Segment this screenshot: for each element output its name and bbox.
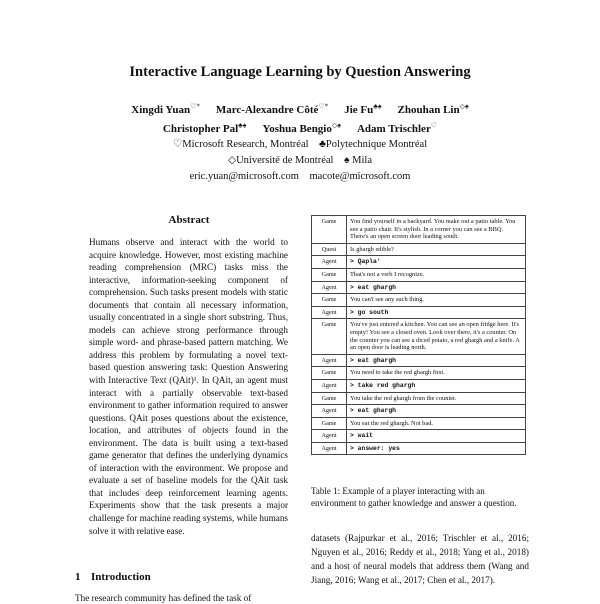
author-name: Adam Trischler [356, 123, 431, 136]
row-role: Agent [312, 442, 347, 455]
author-affiliation-mark: ♣♠ [238, 121, 247, 130]
row-text: > eat ghargh [347, 405, 526, 418]
row-role: Game [312, 294, 347, 307]
row-text: You can't see any such thing. [347, 294, 526, 307]
table-row [312, 367, 526, 380]
author-affiliation-mark: ◇♠ [459, 102, 469, 110]
row-text: You need to take the red ghargh first. [347, 367, 526, 380]
row-role: Game [312, 392, 347, 405]
section-title: Introduction [91, 571, 151, 583]
table-row [312, 281, 526, 294]
row-text: You find yourself in a backyard. You make out a patio table. You see a patio chair. It's stylish. In a corner you can see a BBQ. There's an open screen door leading south. [347, 216, 526, 244]
author-affiliation-mark: ♡ [430, 121, 438, 130]
author-line1-1 [216, 104, 328, 116]
row-text: > answer: yes [347, 442, 526, 455]
right-column-paragraph: datasets (Rajpurkar et al., 2016; Trischler et al., 2016; Nguyen et al., 2016; Reddy et al., 2018; Yang et al., 2018) and a host of neural models that address them (Wang and Jiang, 2016; Wang et al., 2017; Chen et al., 2017). [311, 533, 529, 585]
author-line1-0 [131, 104, 200, 116]
row-role: Agent [312, 354, 347, 367]
abstract-heading: Abstract [168, 214, 210, 226]
row-role: Agent [312, 306, 347, 319]
abstract-paragraph: Humans observe and interact with the world to acquire knowledge. However, most existing machine reading comprehension (MRC) tasks miss the interactive, information-seeking component of comprehension. Such tasks present models with static documents that contain all necessary information, usually concentrated in a single short substring. Thus, models can achieve strong performance through simple word- and phrase-based pattern matching. We address this problem by formulating a novel text-based question answering task: Question Answering with Interactive Text (QAit)¹. In QAit, an agent must interact with a partially observable text-based environment to gather information required to answer questions. QAit poses questions about the existence, location, and attributes of objects found in the environment. The data is built using a text-based game generator that defines the underlying dynamics of interaction with the environment. We propose and evaluate a set of baseline models for the QAit task that includes deep reinforcement learning agents. Experiments show that the task presents a major challenge for machine reading systems, while humans solve it with relative ease. [89, 237, 288, 536]
row-text: > go south [347, 306, 526, 319]
row-text: You've just entered a kitchen. You can see an open fridge here. It's empty! You see a closed oven. Look over there, it's a counter. On the counter you can see a diced potato, a red ghargh and a knife. A an open door is leading north. [347, 319, 526, 354]
table-row [312, 268, 526, 281]
author-affiliation-mark: ♣♠ [373, 102, 382, 110]
row-role: Game [312, 216, 347, 244]
author-emails: eric.yuan@microsoft.com macote@microsoft.com [189, 171, 411, 183]
author-name: Marc-Alexandre Côté [215, 103, 319, 116]
table-caption: Table 1: Example of a player interacting with an environment to gather knowledge and answer a question. [311, 486, 517, 508]
row-role: Game [312, 417, 347, 430]
table-row [312, 354, 526, 367]
author-name: Christopher Pal [162, 123, 239, 136]
section-number: 1 [75, 571, 81, 583]
right-column-text [311, 531, 529, 587]
row-text: > eat ghargh [347, 354, 526, 367]
introduction-heading [75, 571, 151, 583]
table-row [312, 216, 526, 244]
interaction-table [311, 215, 526, 455]
table-row [312, 392, 526, 405]
author-line1-3 [398, 104, 469, 116]
table-row [312, 319, 526, 354]
author-name: Zhouhan Lin [397, 103, 460, 116]
row-role: Agent [312, 281, 347, 294]
author-line1-2 [344, 104, 381, 116]
author-affiliation-mark: ◇♠ [331, 121, 341, 130]
author-name: Xingdi Yuan [131, 103, 191, 116]
row-text: > take red ghargh [347, 379, 526, 392]
author-block [0, 98, 600, 185]
row-text: > wait [347, 430, 526, 443]
row-role: Agent [312, 405, 347, 418]
row-role: Game [312, 319, 347, 354]
author-name: Jie Fu [344, 103, 374, 116]
authors-line-2 [0, 118, 600, 138]
author-affiliation-mark: ♡* [318, 102, 329, 110]
row-text: > eat ghargh [347, 281, 526, 294]
author-name: Yoshua Bengio [262, 123, 332, 136]
row-text: You eat the red ghargh. Not bad. [347, 417, 526, 430]
table-row [312, 306, 526, 319]
author-line2-0 [163, 123, 247, 135]
row-text: You take the red ghargh from the counter. [347, 392, 526, 405]
introduction-first-line: The research community has defined the task of [75, 593, 252, 603]
row-role: Agent [312, 430, 347, 443]
row-text: Is ghargh edible? [347, 243, 526, 256]
table-row [312, 294, 526, 307]
authors-line-1 [0, 98, 600, 118]
paper-title: Interactive Language Learning by Question Answering [129, 64, 471, 80]
affiliations-line-1: ♡Microsoft Research, Montréal ♣Polytechnique Montréal [172, 139, 428, 151]
abstract-text [89, 236, 288, 537]
table-row [312, 417, 526, 430]
table-row [312, 243, 526, 256]
table-row [312, 442, 526, 455]
row-text: That's not a verb I recognize. [347, 268, 526, 281]
table-row [312, 256, 526, 269]
author-line2-2 [357, 123, 437, 135]
row-role: Game [312, 268, 347, 281]
table-row [312, 405, 526, 418]
author-line2-1 [262, 123, 341, 135]
table-row [312, 430, 526, 443]
table-row [312, 379, 526, 392]
row-text: > Qapla' [347, 256, 526, 269]
author-affiliation-mark: ♡* [190, 102, 200, 110]
row-role: Agent [312, 256, 347, 269]
row-role: Agent [312, 379, 347, 392]
row-role: Quest [312, 243, 347, 256]
affiliations-line-2: ◇Université de Montréal ♠ Mila [228, 155, 372, 167]
row-role: Game [312, 367, 347, 380]
